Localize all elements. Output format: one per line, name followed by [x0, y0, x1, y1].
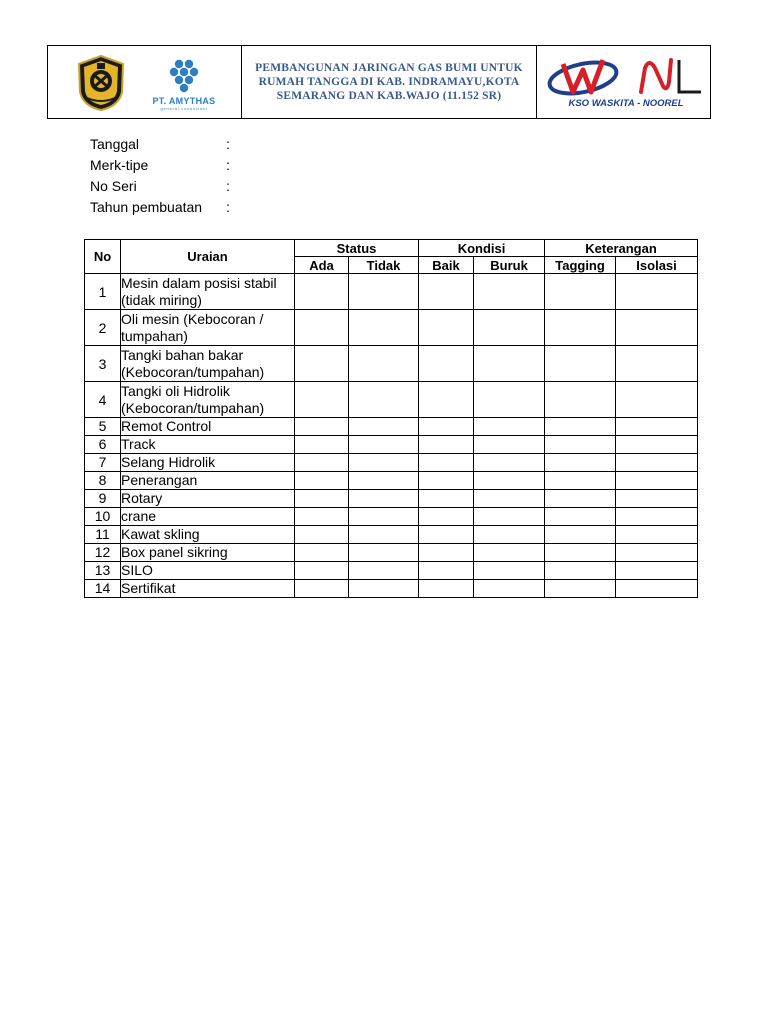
cell-baik[interactable]	[419, 562, 474, 580]
row-uraian: Track	[121, 436, 295, 454]
cell-tidak[interactable]	[349, 274, 419, 310]
table-row	[85, 274, 698, 310]
cell-ada[interactable]	[295, 418, 349, 436]
cell-buruk[interactable]	[474, 490, 545, 508]
project-title: PEMBANGUNAN JARINGAN GAS BUMI UNTUK RUMAH TANGGA DI KAB. INDRAMAYU,KOTA SEMARANG DAN KAB.WAJO (11.152 SR)	[242, 46, 537, 118]
row-uraian: crane	[121, 508, 295, 526]
cell-buruk[interactable]	[474, 580, 545, 598]
cell-buruk[interactable]	[474, 544, 545, 562]
cell-tagging[interactable]	[545, 346, 616, 382]
row-uraian: Rotary	[121, 490, 295, 508]
table-row	[85, 544, 698, 562]
cell-ada[interactable]	[295, 274, 349, 310]
info-fields	[90, 136, 236, 220]
row-uraian: Tangki bahan bakar (Kebocoran/tumpahan)	[121, 346, 295, 382]
header-tagging: Tagging	[545, 257, 616, 274]
cell-baik[interactable]	[419, 508, 474, 526]
cell-tagging[interactable]	[545, 508, 616, 526]
row-number: 7	[85, 454, 121, 472]
cell-isolasi[interactable]	[616, 310, 698, 346]
checklist-body	[85, 274, 698, 598]
cell-ada[interactable]	[295, 472, 349, 490]
cell-isolasi[interactable]	[616, 418, 698, 436]
cell-isolasi[interactable]	[616, 454, 698, 472]
cell-tagging[interactable]	[545, 436, 616, 454]
header-tidak: Tidak	[349, 257, 419, 274]
table-row	[85, 436, 698, 454]
amythas-name: PT. AMYTHAS	[152, 96, 216, 106]
cell-tidak[interactable]	[349, 526, 419, 544]
field-label: Tanggal	[90, 136, 140, 152]
cell-tagging[interactable]	[545, 526, 616, 544]
cell-tagging[interactable]	[545, 544, 616, 562]
row-uraian: Penerangan	[121, 472, 295, 490]
row-number: 1	[85, 274, 121, 310]
cell-ada[interactable]	[295, 562, 349, 580]
cell-tidak[interactable]	[349, 454, 419, 472]
cell-isolasi[interactable]	[616, 346, 698, 382]
cell-buruk[interactable]	[474, 526, 545, 544]
header-uraian: Uraian	[121, 240, 295, 274]
cell-tidak[interactable]	[349, 436, 419, 454]
header-baik: Baik	[419, 257, 474, 274]
cell-isolasi[interactable]	[616, 382, 698, 418]
table-row	[85, 346, 698, 382]
table-row	[85, 508, 698, 526]
document-header	[47, 45, 711, 119]
cell-baik[interactable]	[419, 544, 474, 562]
header-no: No	[85, 240, 121, 274]
cell-tagging[interactable]	[545, 454, 616, 472]
cell-buruk[interactable]	[474, 508, 545, 526]
cell-tidak[interactable]	[349, 310, 419, 346]
cell-buruk[interactable]	[474, 454, 545, 472]
cell-ada[interactable]	[295, 346, 349, 382]
cell-baik[interactable]	[419, 274, 474, 310]
cell-buruk[interactable]	[474, 382, 545, 418]
header-isolasi: Isolasi	[616, 257, 698, 274]
cell-tagging[interactable]	[545, 382, 616, 418]
cell-baik[interactable]	[419, 418, 474, 436]
header-logos-left	[48, 46, 242, 118]
field-colon: :	[226, 178, 230, 194]
row-number: 9	[85, 490, 121, 508]
cell-buruk[interactable]	[474, 418, 545, 436]
kso-name: KSO WASKITA - NOOREL	[568, 98, 684, 109]
row-number: 4	[85, 382, 121, 418]
cell-isolasi[interactable]	[616, 580, 698, 598]
row-uraian: Selang Hidrolik	[121, 454, 295, 472]
cell-ada[interactable]	[295, 490, 349, 508]
field-label: Merk-tipe	[90, 157, 149, 173]
header-logo-right	[537, 46, 710, 118]
cell-baik[interactable]	[419, 580, 474, 598]
cell-isolasi[interactable]	[616, 526, 698, 544]
row-uraian: Oli mesin (Kebocoran / tumpahan)	[121, 310, 295, 346]
cell-buruk[interactable]	[474, 436, 545, 454]
row-number: 6	[85, 436, 121, 454]
cell-baik[interactable]	[419, 346, 474, 382]
cell-tagging[interactable]	[545, 310, 616, 346]
row-number: 8	[85, 472, 121, 490]
row-number: 14	[85, 580, 121, 598]
cell-buruk[interactable]	[474, 310, 545, 346]
waskita-noorel-logo-icon	[541, 52, 707, 98]
cell-tidak[interactable]	[349, 508, 419, 526]
row-uraian: SILO	[121, 562, 295, 580]
cell-baik[interactable]	[419, 472, 474, 490]
cell-tidak[interactable]	[349, 418, 419, 436]
header-ada: Ada	[295, 257, 349, 274]
cell-baik[interactable]	[419, 310, 474, 346]
header-keterangan: Keterangan	[545, 240, 698, 257]
field-merk-tipe	[90, 157, 236, 178]
cell-ada[interactable]	[295, 436, 349, 454]
cell-isolasi[interactable]	[616, 490, 698, 508]
header-buruk: Buruk	[474, 257, 545, 274]
cell-tidak[interactable]	[349, 490, 419, 508]
row-number: 3	[85, 346, 121, 382]
cell-baik[interactable]	[419, 526, 474, 544]
cell-ada[interactable]	[295, 382, 349, 418]
cell-buruk[interactable]	[474, 346, 545, 382]
header-status: Status	[295, 240, 419, 257]
header-row-main	[85, 240, 698, 257]
cell-isolasi[interactable]	[616, 508, 698, 526]
cell-baik[interactable]	[419, 382, 474, 418]
row-uraian: Box panel sikring	[121, 544, 295, 562]
amythas-dots-icon	[149, 59, 219, 95]
cell-ada[interactable]	[295, 454, 349, 472]
cell-tagging[interactable]	[545, 580, 616, 598]
cell-tagging[interactable]	[545, 472, 616, 490]
table-row	[85, 490, 698, 508]
cell-ada[interactable]	[295, 580, 349, 598]
table-row	[85, 310, 698, 346]
cell-tidak[interactable]	[349, 562, 419, 580]
cell-tidak[interactable]	[349, 382, 419, 418]
row-number: 12	[85, 544, 121, 562]
cell-baik[interactable]	[419, 490, 474, 508]
ministry-seal-logo	[75, 54, 127, 112]
cell-baik[interactable]	[419, 454, 474, 472]
field-tanggal	[90, 136, 236, 157]
field-label: Tahun pembuatan	[90, 199, 203, 215]
cell-isolasi[interactable]	[616, 274, 698, 310]
table-row	[85, 418, 698, 436]
cell-tagging[interactable]	[545, 418, 616, 436]
field-tahun-pembuatan	[90, 199, 236, 220]
cell-isolasi[interactable]	[616, 436, 698, 454]
table-row	[85, 562, 698, 580]
cell-tidak[interactable]	[349, 580, 419, 598]
cell-tidak[interactable]	[349, 544, 419, 562]
field-label: No Seri	[90, 178, 137, 194]
table-row	[85, 580, 698, 598]
checklist-table	[84, 239, 698, 598]
row-number: 10	[85, 508, 121, 526]
cell-tagging[interactable]	[545, 562, 616, 580]
cell-buruk[interactable]	[474, 472, 545, 490]
kso-logo	[541, 52, 707, 114]
row-number: 2	[85, 310, 121, 346]
amythas-tagline: general consultant	[160, 106, 208, 111]
cell-buruk[interactable]	[474, 562, 545, 580]
row-number: 11	[85, 526, 121, 544]
row-uraian: Remot Control	[121, 418, 295, 436]
row-number: 5	[85, 418, 121, 436]
field-colon: :	[226, 136, 230, 152]
cell-buruk[interactable]	[474, 274, 545, 310]
cell-tidak[interactable]	[349, 346, 419, 382]
table-row	[85, 526, 698, 544]
table-row	[85, 472, 698, 490]
amythas-logo	[149, 59, 219, 111]
field-colon: :	[226, 157, 230, 173]
table-row	[85, 382, 698, 418]
cell-ada[interactable]	[295, 544, 349, 562]
row-uraian: Kawat skling	[121, 526, 295, 544]
cell-baik[interactable]	[419, 436, 474, 454]
cell-isolasi[interactable]	[616, 544, 698, 562]
cell-ada[interactable]	[295, 508, 349, 526]
cell-tidak[interactable]	[349, 472, 419, 490]
table-row	[85, 454, 698, 472]
field-colon: :	[226, 199, 230, 215]
row-uraian: Mesin dalam posisi stabil (tidak miring)	[121, 274, 295, 310]
cell-tagging[interactable]	[545, 274, 616, 310]
cell-isolasi[interactable]	[616, 562, 698, 580]
field-no-seri	[90, 178, 236, 199]
header-kondisi: Kondisi	[419, 240, 545, 257]
cell-tagging[interactable]	[545, 490, 616, 508]
cell-ada[interactable]	[295, 310, 349, 346]
row-uraian: Sertifikat	[121, 580, 295, 598]
row-uraian: Tangki oli Hidrolik (Kebocoran/tumpahan)	[121, 382, 295, 418]
cell-isolasi[interactable]	[616, 472, 698, 490]
row-number: 13	[85, 562, 121, 580]
cell-ada[interactable]	[295, 526, 349, 544]
